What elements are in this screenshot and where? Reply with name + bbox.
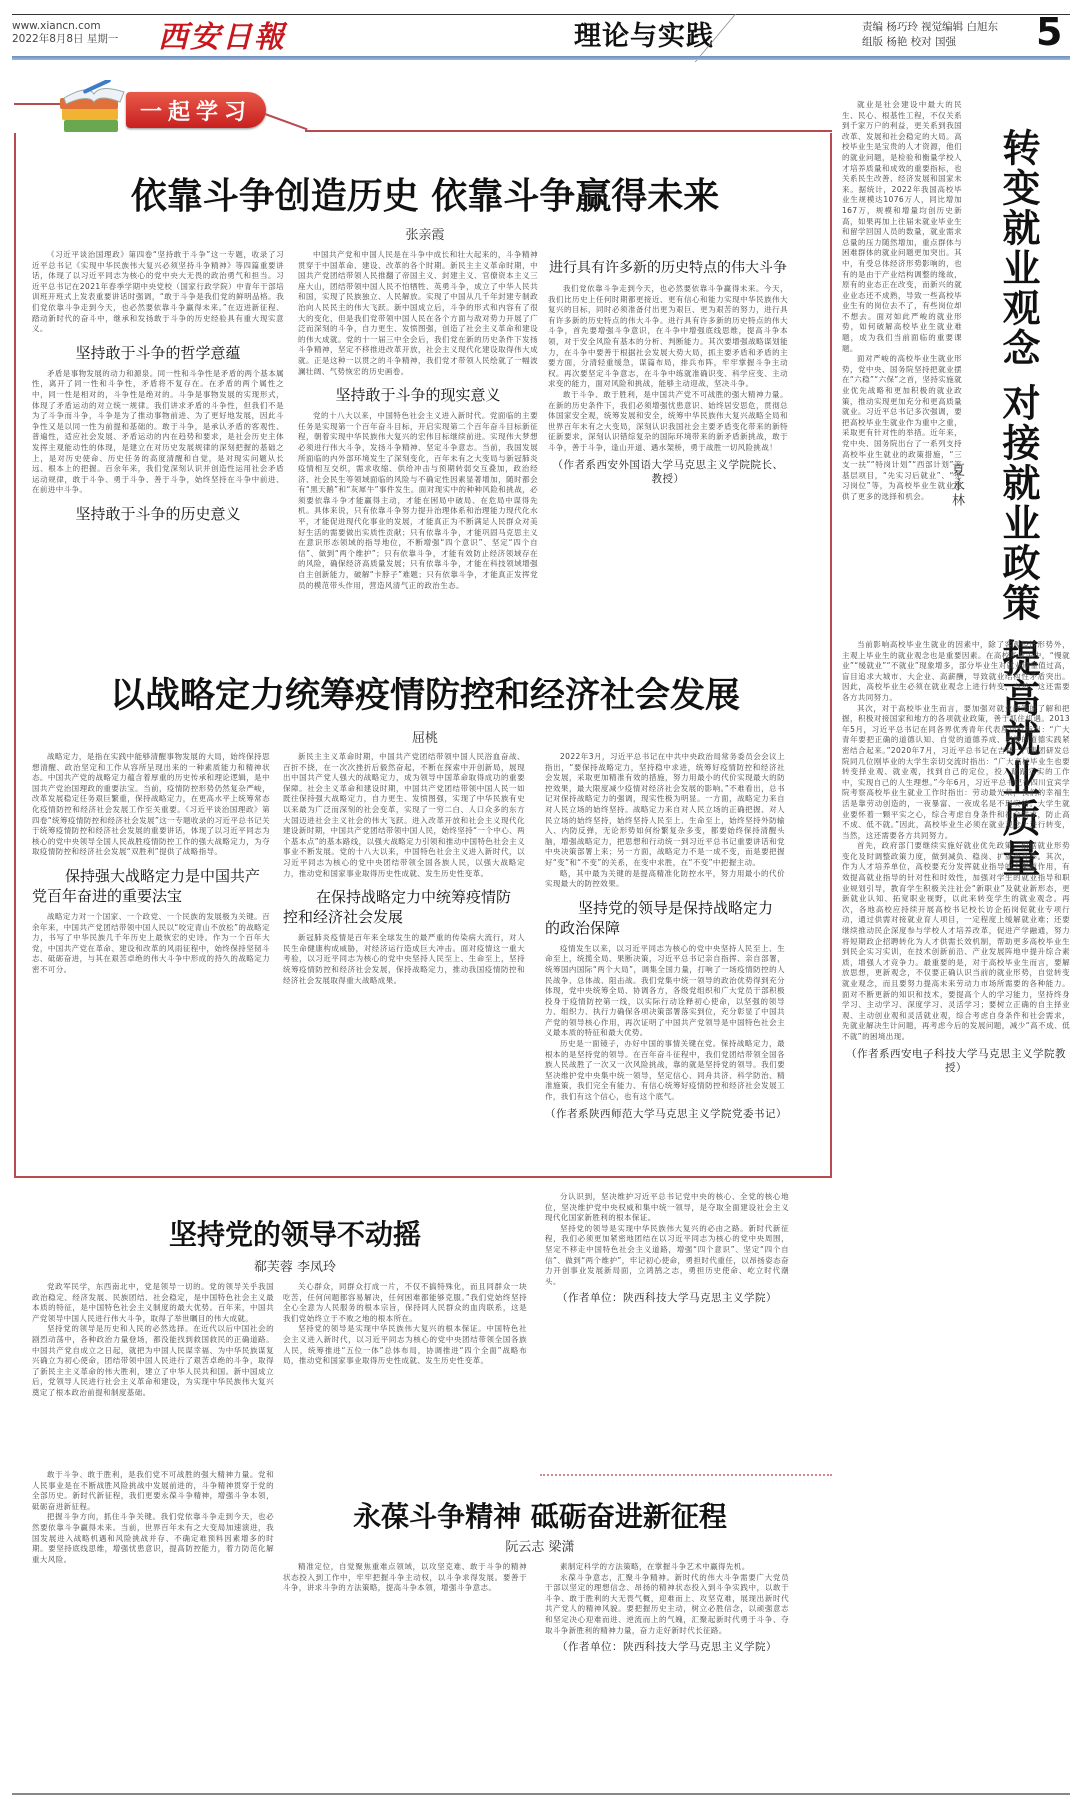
page-number: 5 [1036,10,1063,54]
paragraph: 面对严峻的高校毕业生就业形势，党中央、国务院坚持把就业摆在“六稳”“六保”之首，坚持实施就业优先战略和更加积极的就业政策，推动实现更加充分和更高质量就业。习近平总书记多次强调，要把高校毕业生就业作为重中之重，采取更有针对性的举措。近年来，党中央、国务院出台了一系列支持高校毕业生就业的政策措施，“三支一扶”“特岗计划”“西部计划”等基层项目，“先实习后就业”、“见习岗位”等，为高校毕业生就业提供了更多的选择和机会。 [842,354,962,501]
bottom-rule [12,1793,1070,1795]
paragraph: 关心群众，同群众打成一片，不仅不搞特殊化，而且同群众一块吃苦，任何问题都容易解决，任何困难都能够克服。”我们党始终坚持全心全意为人民服务的根本宗旨，保持同人民群众的血肉联系，这是我们党始终立于不败之地的根本所在。 [283,1282,527,1323]
article-author: 郗芙蓉 李凤玲 [253,1260,337,1275]
article-column [842,640,1070,1075]
masthead-info [12,20,118,46]
article-column [842,100,962,503]
paragraph: 战略定力对一个国家、一个政党、一个民族的发展极为关键。百余年来，中国共产党团结带领中国人民以“咬定青山不放松”的战略定力，书写了中华民族几千年历史上最恢宏的史诗。作为一个百年大党，中国共产党在革命、建设和改革的风雨征程中，始终保持坚韧斗志、砥砺奋进，与其在艰苦卓绝的伟大斗争中形成的持久的战略定力密不可分。 [32,911,270,974]
paragraph: 坚持党的领导是实现中华民族伟大复兴的根本保证。中国特色社会主义进入新时代，以习近平同志为核心的党中央团结带领全国各族人民，统筹推进“五位一体”总体布局，协调推进“四个全面”战略布局，推动党和国家事业取得历史性成就、发生历史性变革。 [283,1324,527,1366]
article-column [545,1562,789,1654]
section-heading: 坚持党的领导是保持战略定力的政治保障 [545,898,774,937]
article-title-vertical: 转变就业观念 对接就业政策 提高就业质量 [996,128,1040,879]
column-badge: 一起学习 [126,92,266,128]
article-title: 以战略定力统筹疫情防控和经济社会发展 [109,676,740,716]
article-author: 张亲霞 [405,228,445,243]
section-heading: 坚持敢于斗争的现实意义 [335,386,501,405]
section-heading: 在保持战略定力中统筹疫情防控和经济社会发展 [283,888,512,927]
article-column [32,752,270,976]
paragraph: 党政军民学，东西南北中，党是领导一切的。党的领导关乎我国政治稳定、经济发展、民族团结、社会稳定，是中国特色社会主义最本质的特征，是中国特色社会主义制度的最大优势。百年来，中国共产党领导中国人民进行伟大斗争，取得了举世瞩目的伟大成就。 [32,1282,274,1323]
article-column [545,1192,789,1305]
paragraph: 敢于斗争、敢于胜利，是中国共产党不可战胜的强大精神力量。在新的历史条件下，我们必须增强忧患意识、始终居安思危，贯彻总体国家安全观，统筹发展和安全，统筹中华民族伟大复兴战略全局和世界百年未有之大变局，深刻认识我国社会主要矛盾变化带来的新特征新要求，深刻认识错综复杂的国际环境带来的新矛盾新挑战，敢于斗争，善于斗争，逢山开道、遇水架桥，勇于战胜一切风险挑战！ [548,389,788,452]
section-heading: 坚持敢于斗争的历史意义 [75,504,241,523]
section-heading: 坚持敢于斗争的哲学意蕴 [75,343,241,362]
author-note: （作者系陕西师范大学马克思主义学院党委书记） [545,1107,787,1120]
paragraph: 疫情发生以来，以习近平同志为核心的党中央坚持人民至上、生命至上，统揽全局、果断决策，习近平总书记亲自指挥、亲自部署，统筹国内国际“两个大局”，调集全国力量，打响了一场疫情防控的人民战争、总体战、阻击战。我们党集中统一领导的政治优势得到充分体现，党中央统筹全局、协调各方，各级党组织和广大党员干部积极投身于疫情防控第一线，以实际行动诠释初心使命，以坚强的领导力、组织力、执行力确保各项决策部署落实到位，充分彰显了中国共产党的领导核心作用，再次证明了中国共产党领导是中国特色社会主义最本质的特征和最大优势。 [545,943,785,1038]
staff-line-2: 组版 杨艳 校对 国强 [862,36,957,48]
article-author: 夏永林 [949,463,964,508]
paragraph: 坚持党的领导是历史和人民的必然选择。在近代以后中国社会的剧烈动荡中，各种政治力量登场，都没能找到救国救民的正确道路。中国共产党自成立之日起，就把为中国人民谋幸福、为中华民族谋复兴确立为初心使命，团结带领中国人民进行了艰苦卓绝的斗争，取得了新民主主义革命的伟大胜利，建立了中华人民共和国。新中国成立后，党领导人民进行社会主义革命和建设，为实现中华民族伟大复兴奠定了根本政治前提和制度基础。 [32,1324,274,1397]
paragraph: 坚持党的领导是实现中华民族伟大复兴的必由之路。新时代新征程，我们必须更加紧密地团结在以习近平同志为核心的党中央周围，坚定不移走中国特色社会主义道路，增强“四个意识”、坚定“四个自信”、做到“两个维护”，牢记初心使命，勇担时代重任，以昂扬姿态奋力开创事业发展新局面，立鸿鹄之志，勇担历史使命、屹立时代潮头。 [545,1223,789,1286]
paragraph: 其次，对于高校毕业生而言，要加强对就业政策的了解和把握，积极对接国家和地方的各项就业政策，善于抓住机遇。2013年5月，习近平总书记在同各界优秀青年代表座谈时指出：“广大青年要把正确的道德认知、自觉的道德养成、积极的道德实践紧密结合起来。”2020年7月，习近平总书记在吉林一汽集团研发总院同几位刚毕业的大学生亲切交流时指出：“广大高校毕业生也要转变择业观、就业观，找到自己的定位，投入踏踏实实的工作中，实现自己的人生理想。”今年6月，习近平总书记在四川宜宾学院考察高校毕业生就业工作时指出：劳动最光荣，我们的幸福生活是靠劳动创造的，一夜暴富、一夜成名是不现实的。大学生就业要怀着一颗平实之心，综合考虑自身条件和社会需求，防止高不成、低不就。”因此，高校毕业生必须在就业观念上进行转变，当然，这还需要各方共同努力。 [842,703,1070,840]
paragraph: 永葆斗争意志，汇聚斗争精神。新时代的伟大斗争需要广大党员干部以坚定的理想信念、昂扬的精神状态投入到斗争实践中，以敢于斗争、敢于胜利的大无畏气概，迎难而上、攻坚克难，展现出新时代共产党人的精神风貌。要把握历史主动，树立必胜信念，以顽强意志和坚定决心迎难而进、逆流而上的气魄，汇聚起新时代勇于斗争、夺取斗争新胜利的精神力量，奋力走好新时代长征路。 [545,1572,789,1635]
paragraph: 历史是一面镜子，办好中国的事情关键在党。保持战略定力，最根本的是坚持党的领导。在百年奋斗征程中，我们党团结带领全国各族人民战胜了一次又一次风险挑战，靠的就是坚持党的领导。我们要坚决维护党中央集中统一领导，坚定信心、同舟共济、科学防治、精准施策，我们完全有能力、有信心统筹好疫情防控和经济社会发展工作，我们有这个信心，也有这个底气。 [545,1039,785,1102]
article-column [32,1282,274,1399]
paragraph: 当前影响高校毕业生就业的因素中，除了客观经济形势外，主观上毕业生的就业观念也是重要因素。在高校毕业生中，“慢就业”“缓就业”“不就业”现象增多，部分毕业生对就业期望值过高，盲目追求大城市、大企业、高薪酬，导致就业结构性矛盾突出。因此，高校毕业生必须在就业观念上进行转变，当然，这还需要各方共同努力。 [842,640,1070,702]
paragraph: 《习近平谈治国理政》第四卷“坚持敢于斗争”这一专题，收录了习近平总书记《实现中华民族伟大复兴必须坚持斗争精神》等四篇重要讲话，体现了以习近平同志为核心的党中央大无畏的政治勇气和担当。习近平总书记在2021年春季学期中央党校（国家行政学院）中青年干部培训班开班式上发表重要讲话时强调，“敢于斗争是我们党的鲜明品格。我们党依靠斗争走到今天，也必然要依靠斗争赢得未来。”在迈进新征程、踏动新时代的奋斗中，继承和发扬敢于斗争的历史经验具有重大现实意义。 [32,250,284,334]
paragraph: 新冠肺炎疫情是百年来全球发生的最严重的传染病大流行，对人民生命健康构成威胁，对经济运行造成巨大冲击。面对疫情这一重大考验，以习近平同志为核心的党中央坚持人民至上、生命至上，坚持统筹疫情防控和经济社会发展，保持战略定力，推动我国疫情防控和经济社会发展取得重大战略成果。 [283,933,525,985]
books-icon [58,80,132,140]
website-link[interactable]: www.xiancn.com [12,20,101,32]
paragraph: 精准定位，自觉聚焦重难点领域，以攻坚克难、敢于斗争的精神状态投入到工作中，牢牢把握斗争主动权，以斗争求得发展。要善于斗争，讲求斗争的方法策略，提高斗争本领，增强斗争意志。 [283,1562,527,1593]
paragraph: 党的十八大以来，中国特色社会主义进入新时代。党面临的主要任务是实现第一个百年奋斗目标，开启实现第二个百年奋斗目标新征程，朝着实现中华民族伟大复兴的宏伟目标继续前进。实现伟大梦想必须进行伟大斗争，发扬斗争精神、坚定斗争意志。当前，我国发展所面临的内外部环境发生了深刻变化，百年未有之大变局与新冠肺炎疫情相互交织，需求收缩、供给冲击与预期转弱交互叠加，政治经济、社会民生等领域面临的风险与不确定性因素显著增加，随时都会有“黑天鹅”和“灰犀牛”事件发生。面对现实中的种种风险和挑战，必须要依靠斗争才能赢得主动，才能在困局中破局、在危局中谋得先机。具体来说，只有依靠斗争努力提升治理体系和治理能力现代化水平，才能促进现代化事业的发展，才能真正为不断满足人民群众对美好生活的需要做出实质性贡献；只有依靠斗争，才能巩固马克思主义在意识形态领域的指导地位，不断增强“四个意识”、坚定“四个自信”、做到“两个维护”；只有依靠斗争，才能有效防止经济领域存在的风险，确保经济高质量发展；只有依靠斗争，才能在科技领域增强自主创新能力，破解“卡脖子”难题；只有依靠斗争，才能真正发挥党员的模范带头作用，营造风清气正的政治生态。 [298,411,538,590]
article-author: 屈桃 [411,731,438,746]
article-title: 依靠斗争创造历史 依靠斗争赢得未来 [130,176,720,217]
paragraph: 把握斗争方向，抓住斗争关键。我们党依靠斗争走到今天，也必然要依靠斗争赢得未来。当前，世界百年未有之大变局加速演进，我国发展进入战略机遇和风险挑战并存、不确定难预料因素增多的时期。要坚持底线思维，增强忧患意识，提高防控能力，着力防范化解重大风险。 [32,1512,274,1564]
frame-line [14,103,64,105]
staff-line-1: 责编 杨巧玲 视觉编辑 白旭东 [862,21,999,33]
article-column [283,1282,527,1367]
dotted-divider [540,1474,832,1476]
author-note: （作者系西安外国语大学马克思主义学院院长、教授） [552,458,784,485]
paragraph: 矛盾是事物发展的动力和源泉。同一性和斗争性是矛盾的两个基本属性，离开了同一性和斗争性，矛盾将不复存在。在矛盾的两个属性之中，同一性是相对的，斗争性是绝对的。斗争是事物发展的实现形式，体现了矛盾运动的对立统一规律。我们讲求矛盾的斗争性，但我们不是为了斗争而斗争，斗争是为了推动事物前进、为了更好地发展，因此斗争性又是以同一性为前提和基础的。敢于斗争，是承认矛盾的客观性、普遍性，适应社会发展、矛盾运动的内在趋势和要求，是社会历史主体发挥主观能动性的体现，是建立在对历史发展规律的深刻把握的基础之上，是对历史使命、历史任务的高度清醒和自觉，是对现实问题从长远、根本上的把握。百余年来，我们党深刻认识并创造性运用社会矛盾运动规律，敢于斗争、勇于斗争、善于斗争，始终坚持在斗争中前进、在前进中斗争。 [32,368,284,495]
article-column [298,250,538,591]
section-title: 理论与实践 [574,21,714,52]
masthead-bar [12,56,1070,60]
newspaper-logo: 西安日報 [158,20,286,55]
section-heading: 进行具有许多新的历史特点的伟大斗争 [549,260,787,276]
article-column [545,752,785,1121]
paragraph: 略，其中最为关键的是提高精准化防控水平，努力用最小的代价实现最大的防控效果。 [545,868,785,889]
paragraph: 新民主主义革命时期，中国共产党团结带领中国人民浴血奋战、百折不挠，在一次次挫折后毅然奋起，不断在探索中开创新局，展现出中国共产党人强大的战略定力，成为领导中国革命取得成功的重要保障。社会主义革命和建设时期，中国共产党团结带领中国人民一如既往保持强大战略定力，自力更生、发愤图强，实现了中华民族有史以来最为广泛而深刻的社会变革，实现了一穷二白、人口众多的东方大国迈进社会主义社会的伟大飞跃。进入改革开放和社会主义现代化建设新时期，中国共产党团结带领中国人民，始终坚持“一个中心、两个基本点”的基本路线，以强大战略定力引领和推动中国特色社会主义事业不断发展。党的十八大以来，中国特色社会主义进入新时代，以习近平同志为核心的党中央团结带领全国各族人民，以强大战略定力，推动党和国家事业取得历史性成就、发生历史性变革。 [283,752,525,878]
article-column [32,250,284,530]
author-note: （作者单位：陕西科技大学马克思主义学院） [557,1641,777,1654]
article-column [548,250,788,486]
paragraph: 就业是社会建设中最大的民生、民心、根基性工程，不仅关系到千家万户的利益，更关系到我国改革、发展和社会稳定的大局。高校毕业生是宝贵的人才资源，他们的就业问题，是检验和衡量学校人才培养质量和成效的重要指标，也关系民生改善、经济发展和国家未来。据统计，2022年我国高校毕业生规模达1076万人，同比增加167万，规模和增量均创历史新高，如果再加上往届未就业毕业生和留学回国人员的数量，就业需求总量的压力随然增加，重点群体与困难群体的就业问题更加突出。其中，有受总体经济形势影响的，也有的是由于产业结构调整的缘故，原有的业态正在改变，而新兴的就业业态还不成熟，导致一些高校毕业生有的岗位去不了，有些岗位却不想去。面对如此严峻的就业形势，如何破解高校毕业生就业难题，成为我们当前面临的重要课题。 [842,100,962,353]
issue-date: 2022年8月8日 星期一 [12,33,119,45]
article-title: 永葆斗争精神 砥砺奋进新征程 [353,1500,727,1533]
paragraph: 素制定科学的方法策略，在掌握斗争艺术中赢得先机。 [560,1562,750,1571]
section-heading: 保持强大战略定力是中国共产党百年奋进的重要法宝 [32,866,261,905]
author-note: （作者单位：陕西科技大学马克思主义学院） [557,1292,777,1305]
author-note: （作者系西安电子科技大学马克思主义学院教授） [846,1047,1066,1074]
article-column [283,752,525,986]
paragraph: 分认识到，坚决维护习近平总书记党中央的核心、全党的核心地位，坚决维护党中央权威和集中统一领导，是夺取全面建设社会主义现代化国家新胜利的根本保证。 [545,1192,789,1223]
article-column [283,1562,527,1594]
paragraph: 战略定力，是指在实践中能够清醒事物发展的大局，始终保持思想清醒、政治坚定和工作从容所呈现出来的一种素质能力和精神状态。中国共产党的战略定力蕴含着厚重的历史传承和理论逻辑，是中国共产党治国理政的重要法宝。当前，疫情防控形势仍然复杂严峻，改革发展稳定任务艰巨繁重，保持战略定力，在更高水平上统筹常态化疫情防控和经济社会发展工作至关重要。《习近平谈治国理政》第四卷“统筹疫情防控和经济社会发展”这一专题收录的习近平总书记关于统筹疫情防控和经济社会发展的重要讲话，体现了以习近平同志为核心的党中央领导全国人民战胜疫情防控工作的强大战略定力，为夺取疫情防控和经济社会发展“双胜利”提供了战略指导。 [32,752,270,857]
frame-line [305,130,832,132]
paragraph: 首先，政府部门要继续实施好就业优先政策，根据就业形势变化及时调整政策力度，做到减负、稳岗、扩就业并举。其次，作为人才培养单位，高校要充分发挥就业指导的主渠道作用，有效提高就业指导的针对性和时效性，加强对学生的就业指导和职业规划引导，教育学生积极关注社会“新职业”及就业新形态，更新就业认知、拓宽职业视野，以此来转变学生的就业观念。再次，各地高校应持续开展高校书记校长访企拓岗促就业专项行动，通过供需对接就业育人项目，一定程度上缓解就业难；还要继续推动民企深度参与学校人才培养改革，促进产学融通，努力将短期政企招聘转化为人才供需长效机制，帮助更多高校毕业生到民企实习实训，在技术创新前沿、产业发展阵地中提升综合素质，增强人才竞争力。最重要的是，对于高校毕业生而言，要解放思想，更新观念，不仅要正确认识当前的就业形势，自觉转变就业观念，而且要努力提高未来劳动力市场所需要的各种能力。面对不断更新的知识和技术，要提高个人的学习能力，坚持终身学习、主动学习、深度学习、灵活学习；要树立正确的自主择业观、主动创业观和灵活就业观，综合考虑自身条件和社会需求，先就业解决生计问题，再考虑今后的发展问题，减少“高不成、低不就”的困境出现。 [842,841,1070,1041]
paragraph: 我们党依靠斗争走到今天，也必然要依靠斗争赢得未来。今天，我们比历史上任何时期都更接近、更有信心和能力实现中华民族伟大复兴的目标，同时必须准备付出更为艰巨、更为艰苦的努力，进行具有许多新的历史特点的伟大斗争。进行具有许多新的历史特点的伟大斗争，首先要增强斗争意识，在斗争中增强底线思维，提高斗争本领，对于安全风险有基本的分析、判断能力。其次要增强战略谋划能力，在斗争中要善于根据社会发展大势大局，抓主要矛盾和矛盾的主要方面，分清轻重缓急，谋篇布局，排兵布阵，牢牢掌握斗争主动权。再次要坚定斗争意志，在斗争中练就准确识变、科学应变、主动求变的能力，面对风险和挑战，能够主动迎战，坚决斗争。 [548,284,788,389]
article-author: 阮云志 梁潇 [505,1540,575,1555]
paragraph: 2022年3月，习近平总书记在中共中央政治局常务委员会会议上指出，“要保持战略定力，坚持稳中求进，统筹好疫情防控和经济社会发展，采取更加精准有效的措施，努力用最小的代价实现最大的防控效果，最大限度减少疫情对经济社会发展的影响。”不难看出，总书记对保持战略定力的强调，现实性极为明显。一方面，战略定力来自对人民立场的始终坚持。战略定力来自对人民立场的正确把握、对人民立场的始终坚持，始终坚持人民至上、生命至上，始终坚持外防输入、内防反弹，无论形势如何纷繁复杂多变，都要始终保持清醒头脑，增强战略定力，把思想和行动统一到习近平总书记重要讲话和党中央决策部署上来；另一方面，战略定力不是一成不变，而是要把握好“变”和“不变”的关系，在变中求胜，在“不变”中把握主动。 [545,752,785,867]
frame-line [265,113,308,130]
article-title: 坚持党的领导不动摇 [168,1218,421,1251]
staff-credits [862,20,998,50]
paragraph: 中国共产党和中国人民是在斗争中成长和壮大起来的，斗争精神贯穿于中国革命、建设、改革的各个时期。新民主主义革命时期，中国共产党团结带领人民推翻了帝国主义、封建主义、官僚资本主义三座大山，团结带领中国人民不怕牺牲、英勇斗争，成立了中华人民共和国，实现了民族独立、人民解放。实现了中国从几千年封建专制政治向人民民主的伟大飞跃。新中国成立后，斗争的形式和内容有了很大的变化，但是我们党带领中国人民在各个方面与敌对势力开展了广泛而深刻的斗争，自力更生、发愤图强，创造了社会主义革命和建设的伟大成就。党的十一届三中全会后，我们党在新的历史条件下发扬斗争精神，坚定不移推进改革开放，社会主义现代化建设取得伟大成就。正是这种一以贯之的斗争精神，我们党才带领人民绘就了一幅波澜壮阔、气势恢宏的历史画卷。 [298,250,538,376]
paragraph: 敢于斗争、敢于胜利，是我们党不可战胜的强大精神力量。党和人民事业是在不断战胜风险挑战中发展前进的，斗争精神贯穿于党的全部历史。新时代新征程，我们更要永葆斗争精神，增强斗争本领，砥砺奋进新征程。 [32,1470,274,1511]
article-column [32,1470,274,1565]
